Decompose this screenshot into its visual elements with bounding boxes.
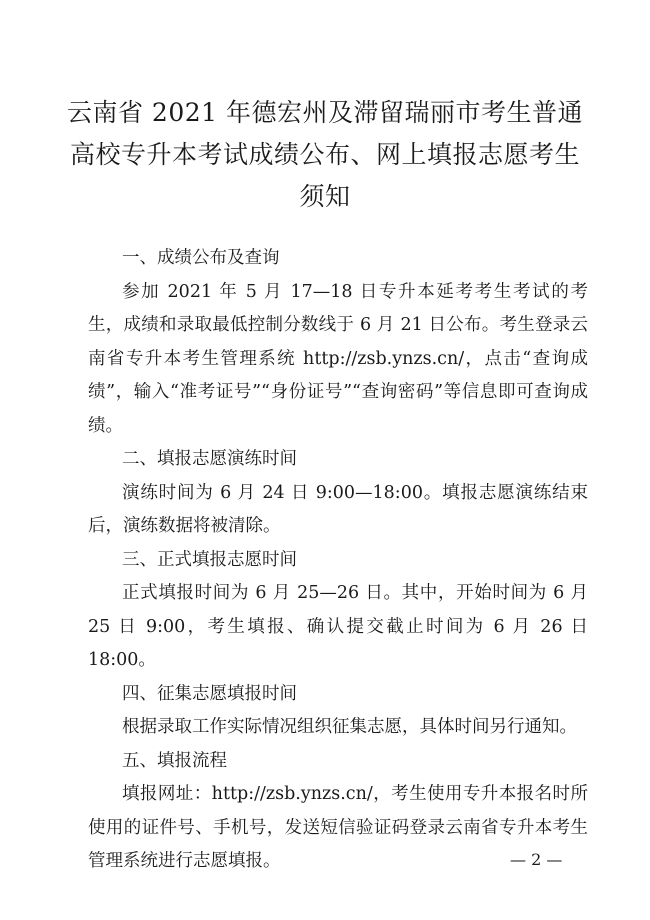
page-number: — 2 —	[510, 850, 563, 869]
section-text-1: 参加 2021 年 5 月 17—18 日专升本延考考生考试的考生，成绩和录取最低控制分数线于 6 月 21 日公布。考生登录云南省专升本考生管理系统 http://zsb.ynzs.cn/，点击“查询成绩”，输入“准考证号”“身份证号”“查询密码”等信息即可查询成绩。	[88, 281, 588, 436]
section-heading-4: 四、征集志愿填报时间	[122, 683, 297, 704]
title-line-1: 云南省 2021 年德宏州及滞留瑞丽市考生普通	[66, 98, 584, 127]
document-body	[88, 242, 588, 879]
section-heading-2: 二、填报志愿演练时间	[122, 449, 297, 469]
section-heading-3: 三、正式填报志愿时间	[122, 549, 297, 570]
title-line-2: 高校专升本考试成绩公布、网上填报志愿考生	[69, 140, 580, 169]
section-heading-5: 五、填报流程	[122, 750, 227, 771]
title-line-3: 须知	[299, 182, 351, 211]
section-text-3: 正式填报时间为 6 月 25—26 日。其中，开始时间为 6 月 25 日 9:00，考生填报、确认提交截止时间为 6 月 26 日 18:00。	[88, 583, 588, 670]
section-text-4: 根据录取工作实际情况组织征集志愿，具体时间另行通知。	[122, 717, 577, 737]
section-heading-1: 一、成绩公布及查询	[122, 248, 280, 268]
document-title	[40, 92, 610, 218]
section-text-2: 演练时间为 6 月 24 日 9:00—18:00。填报志愿演练结束后，演练数据将被清除。	[88, 482, 588, 536]
section-text-5: 填报网址：http://zsb.ynzs.cn/，考生使用专升本报名时所使用的证件号、手机号，发送短信验证码登录云南省专升本考生 管理系统进行志愿填报。	[88, 784, 588, 871]
